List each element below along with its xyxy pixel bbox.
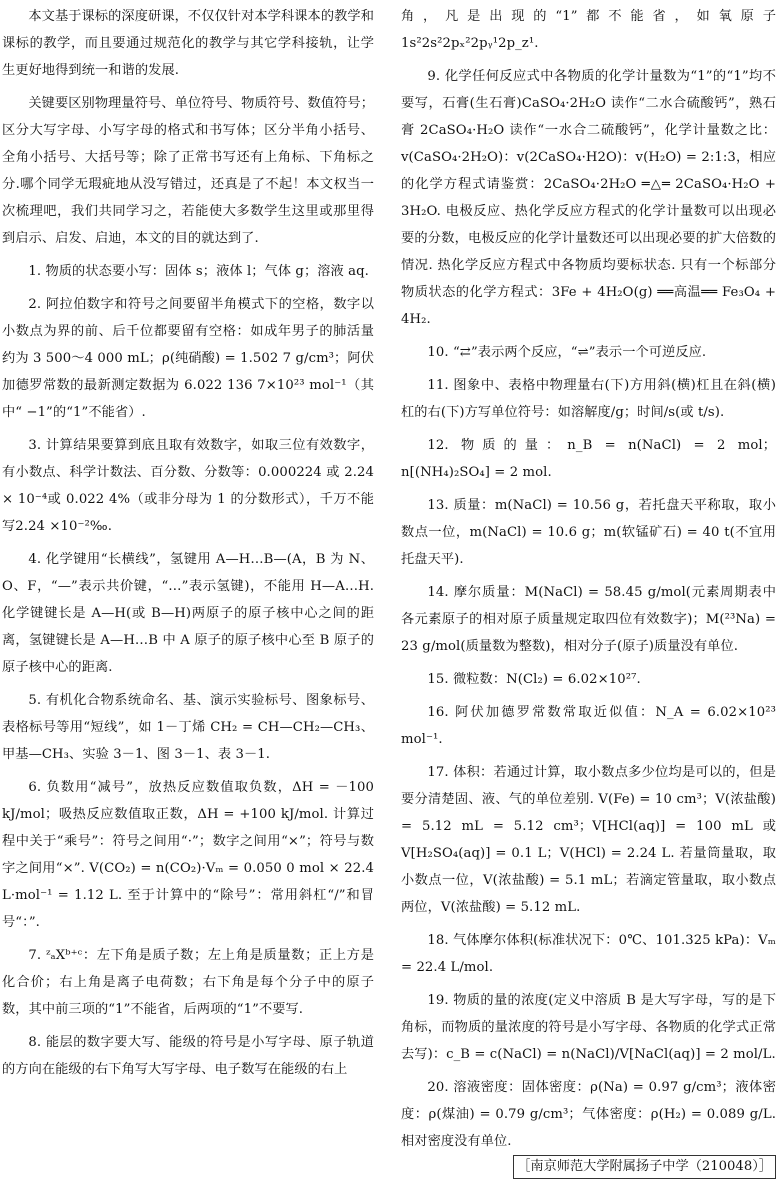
rule-6: 6. 负数用“减号”，放热反应数值取负数，ΔH = －100 kJ/mol；吸热反应数值取正数，ΔH = +100 kJ/mol. 计算过程中关于“乘号”：符号之间用“·”；数字之间用“×”；符号与数字之间用“×”. V(CO₂) = n(CO₂)·Vₘ = 0.050 0 mol × 22.4 L·mol⁻¹ = 1.12 L. 至于计算中的“除号”：常用斜杠“/”和冒号“：”.	[2, 780, 374, 930]
rule-18: 18. 气体摩尔体积(标准状况下：0℃、101.325 kPa)：Vₘ = 22.4 L/mol.	[401, 933, 776, 975]
rule-20: 20. 溶液密度：固体密度：ρ(Na) = 0.97 g/cm³；液体密度：ρ(煤油) = 0.79 g/cm³；气体密度：ρ(H₂) = 0.089 g/L. 相对密度没有单位.	[401, 1080, 776, 1149]
right-column	[401, 3, 776, 1179]
rule-4: 4. 化学键用“长横线”，氢键用 A—H…B—(A，B 为 N、O、F，“—”表示共价键，“…”表示氢键)，不能用 H—A…H. 化学键键长是 A—H(或 B—H)两原子的原子核中心之间的距离，氢键键长是 A—H…B 中 A 原子的原子核中心至 B 原子的原子核中心的距离.	[2, 552, 374, 675]
rule-8: 8. 能层的数字要大写、能级的符号是小写字母、原子轨道的方向在能级的右下角写大写字母、电子数写在能级的右上	[2, 1035, 374, 1077]
rule-14: 14. 摩尔质量：M(NaCl) = 58.45 g/mol(元素周期表中各元素原子的相对原子质量规定取四位有效数字)；M(²³Na) = 23 g/mol(质量数为整数)，相对分子(原子)质量没有单位.	[401, 585, 776, 654]
rule-5: 5. 有机化合物系统命名、基、演示实验标号、图象标号、表格标号等用“短线”，如 1－丁烯 CH₂ = CH—CH₂—CH₃、甲基—CH₃、实验 3－1、图 3－1、表 3－1.	[2, 693, 374, 762]
rule-17: 17. 体积：若通过计算，取小数点多少位均是可以的，但是要分清楚固、液、气的单位差别. V(Fe) = 10 cm³；V(浓盐酸) = 5.12 mL = 5.12 cm³；V[HCl(aq)] = 100 mL 或 V[H₂SO₄(aq)] = 0.1 L；V(HCl) = 2.24 L. 若量筒量取，取小数点一位，V(浓盐酸) = 5.1 mL；若滴定管量取，取小数点两位，V(浓盐酸) = 5.12 mL.	[401, 765, 776, 915]
intro-paragraph: 本文基于课标的深度研课，不仅仅针对本学科课本的教学和课标的教学，而且要通过规范化的教学与其它学科接轨，让学生更好地得到统一和谐的发展.	[2, 9, 374, 78]
rule-7: 7. ᶻₐXᵇ⁺ᶜ：左下角是质子数；左上角是质量数；正上方是化合价；右上角是离子电荷数；右下角是每个分子中的原子数，其中前三项的“1”不能省，后两项的“1”不要写.	[2, 948, 374, 1017]
affiliation-text: ［南京师范大学附属扬子中学（210048）］	[513, 1155, 776, 1179]
rule-3: 3. 计算结果要算到底且取有效数字，如取三位有效数字，有小数点、科学计数法、百分数、分数等：0.000224 或 2.24 × 10⁻⁴或 0.022 4%（或非分母为 1 的分数形式），千万不能写2.24 ×10⁻²‰.	[2, 438, 374, 534]
rule-2: 2. 阿拉伯数字和符号之间要留半角模式下的空格，数字以小数点为界的前、后千位都要留有空格：如成年男子的肺活量约为 3 500～4 000 mL；ρ(纯硝酸) = 1.502 7 g/cm³；阿伏加德罗常数的最新测定数据为 6.022 136 7×10²³ mol⁻¹（其中“ −1”的“1”不能省）.	[2, 297, 374, 420]
left-column	[2, 3, 374, 1083]
rule-19: 19. 物质的量的浓度(定义中溶质 B 是大写字母，写的是下角标，而物质的量浓度的符号是小写字母、各物质的化学式正常去写)：c_B = c(NaCl) = n(NaCl)/V[NaCl(aq)] = 2 mol/L.	[401, 993, 776, 1062]
author-affiliation	[401, 1155, 776, 1179]
rule-13: 13. 质量：m(NaCl) = 10.56 g，若托盘天平称取，取小数点一位，m(NaCl) = 10.6 g；m(软锰矿石) = 40 t(不宜用托盘天平).	[401, 498, 776, 567]
rule-9: 9. 化学任何反应式中各物质的化学计量数为“1”的“1”均不要写，石膏(生石膏)CaSO₄·2H₂O 读作“二水合硫酸钙”，熟石膏 2CaSO₄·H₂O 读作“一水合二硫酸钙”，化学计量数之比：v(CaSO₄·2H₂O)：v(2CaSO₄·H2O)：v(H₂O) = 2:1:3，相应的化学方程式请鉴赏：2CaSO₄·2H₂O ═△═ 2CaSO₄·H₂O + 3H₂O. 电极反应、热化学反应方程式的化学计量数可以出现必要的分数，电极反应的化学计量数还可以出现必要的扩大倍数的情况. 热化学反应方程式中各物质均要标状态. 只有一个标部分物质状态的化学方程式：3Fe + 4H₂O(g) ══高温══ Fe₃O₄ + 4H₂.	[401, 69, 776, 327]
rule-1: 1. 物质的状态要小写：固体 s；液体 l；气体 g；溶液 aq.	[28, 264, 369, 279]
rule-12: 12. 物质的量：n_B = n(NaCl) = 2 mol；n[(NH₄)₂SO₄] = 2 mol.	[401, 438, 776, 480]
rule-8-continued: 角，凡是出现的“1”都不能省，如氧原子 1s²2s²2pₓ²2pᵧ¹2p_z¹.	[401, 9, 776, 51]
summary-paragraph: 关键要区别物理量符号、单位符号、物质符号、数值符号；区分大写字母、小写字母的格式和书写体；区分半角小括号、全角小括号、大括号等；除了正常书写还有上角标、下角标之分.哪个同学无瑕疵地从没写错过，还真是了不起！本文权当一次梳理吧，我们共同学习之，若能使大多数学生这里或那里得到启示、启发、启迪，本文的目的就达到了.	[2, 96, 374, 246]
rule-16: 16. 阿伏加德罗常数常取近似值：N_A = 6.02×10²³ mol⁻¹.	[401, 705, 776, 747]
rule-10: 10. “⇄”表示两个反应，“⇌”表示一个可逆反应.	[427, 345, 707, 360]
rule-15: 15. 微粒数：N(Cl₂) = 6.02×10²⁷.	[427, 672, 641, 687]
rule-11: 11. 图象中、表格中物理量右(下)方用斜(横)杠且在斜(横)杠的右(下)方写单位符号：如溶解度/g；时间/s(或 t/s).	[401, 378, 776, 420]
